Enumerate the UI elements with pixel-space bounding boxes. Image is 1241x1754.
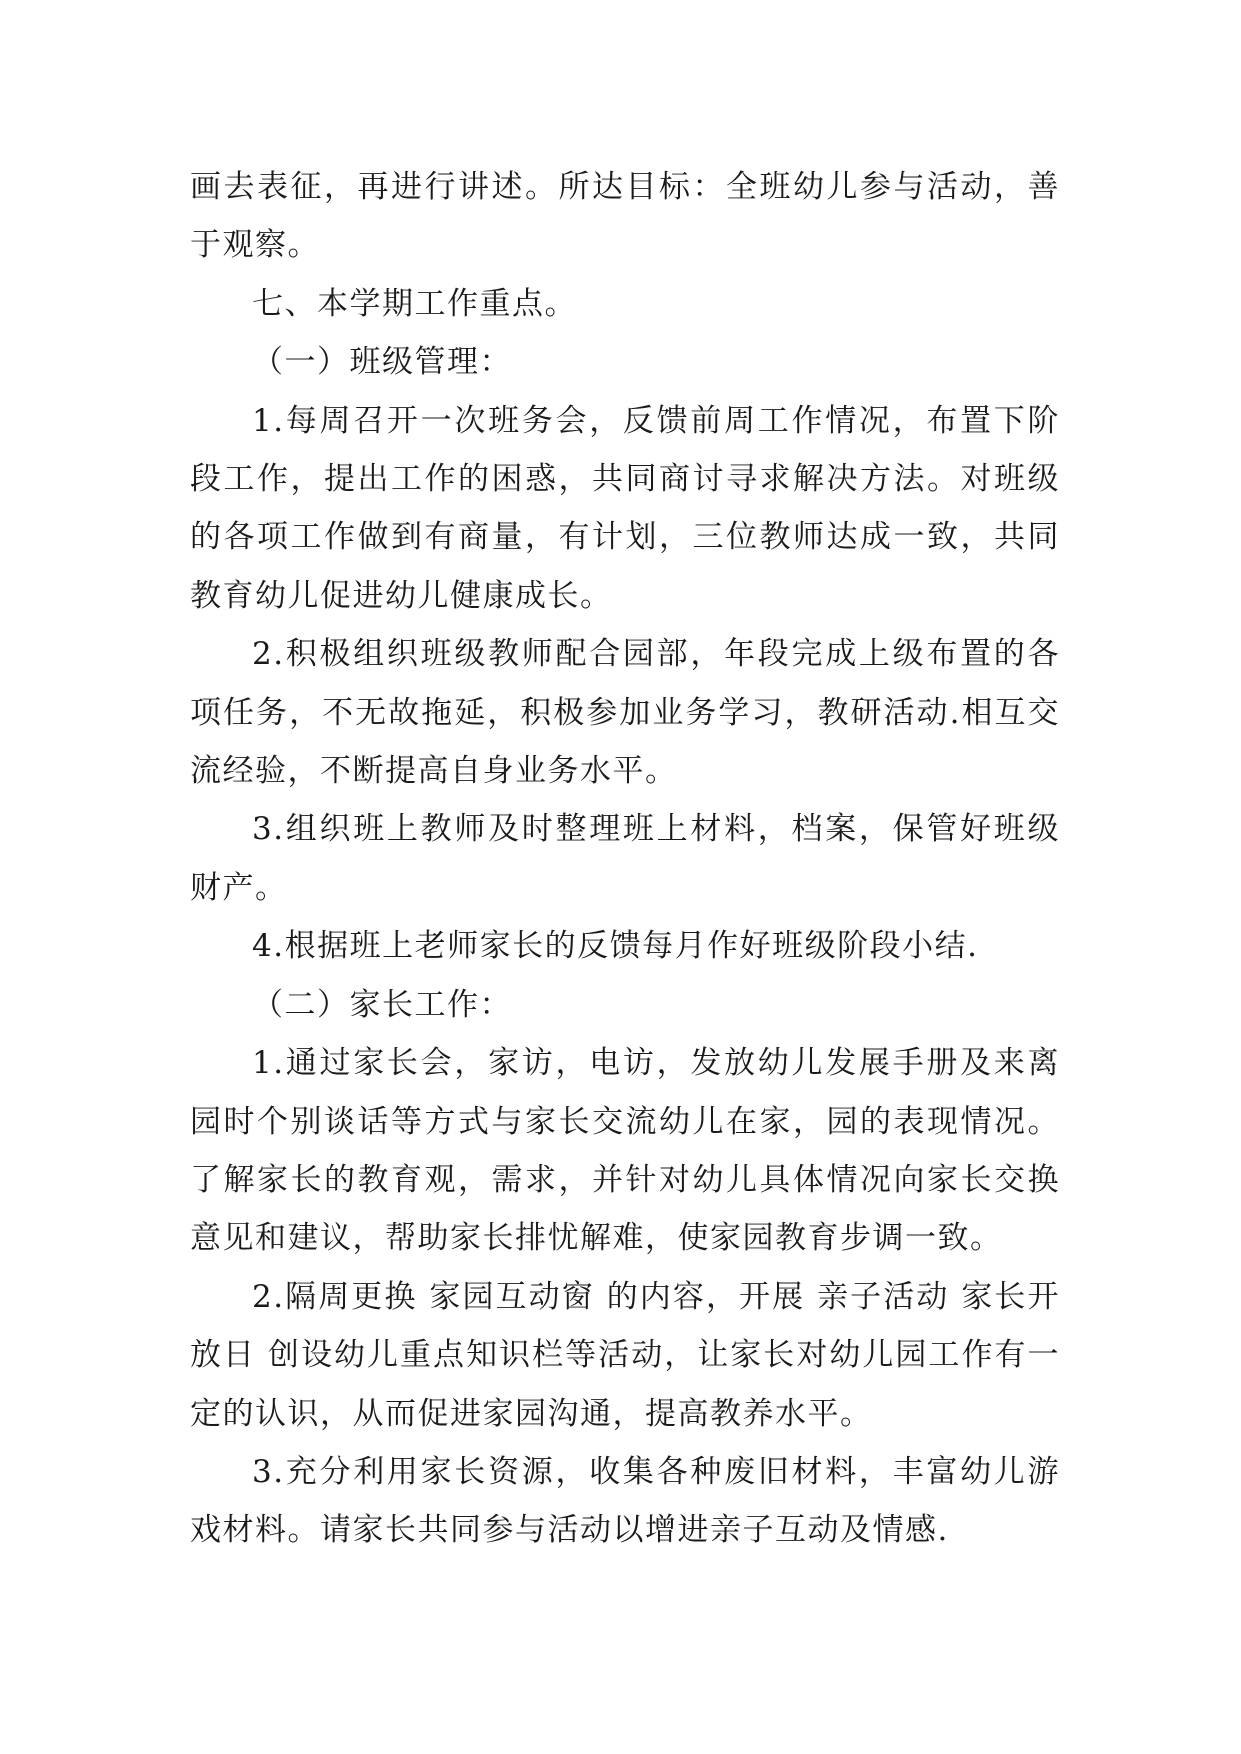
paragraph-parent-item-1: 1.通过家长会，家访，电访，发放幼儿发展手册及来离园时个别谈话等方式与家长交流幼儿在家，园的表现情况。了解家长的教育观，需求，并针对幼儿具体情况向家长交换意见和建议，帮助家长排忧解难，使家园教育步调一致。 (190, 1045, 1060, 1257)
paragraph-1: 画去表征，再进行讲述。所达目标：全班幼儿参与活动，善于观察。 (190, 169, 1060, 264)
paragraph-parent-item-2: 2.隔周更换 家园互动窗 的内容，开展 亲子活动 家长开放日 创设幼儿重点知识栏等活动，让家长对幼儿园工作有一定的认识，从而促进家园沟通，提高教养水平。 (190, 1278, 1060, 1432)
paragraph-class-item-4: 4.根据班上老师家长的反馈每月作好班级阶段小结. (252, 928, 979, 965)
subsection-heading-parent-work: （二）家长工作： (252, 986, 512, 1023)
paragraph-class-item-2: 2.积极组织班级教师配合园部，年段完成上级布置的各项任务，不无故拖延，积极参加业务学习，教研活动.相互交流经验，不断提高自身业务水平。 (190, 636, 1060, 790)
section-heading-7: 七、本学期工作重点。 (252, 285, 577, 322)
paragraph-parent-item-3: 3.充分利用家长资源，收集各种废旧材料，丰富幼儿游戏材料。请家长共同参与活动以增进亲子互动及情感. (190, 1453, 1060, 1549)
paragraph-class-item-3: 3.组织班上教师及时整理班上材料，档案，保管好班级财产。 (190, 811, 1060, 906)
document-body (190, 158, 1060, 1560)
paragraph-class-item-1: 1.每周召开一次班务会，反馈前周工作情况，布置下阶段工作，提出工作的困惑，共同商讨寻求解决方法。对班级的各项工作做到有商量，有计划，三位教师达成一致，共同教育幼儿促进幼儿健康成长。 (190, 402, 1060, 614)
subsection-heading-class-management: （一）班级管理： (252, 344, 512, 381)
